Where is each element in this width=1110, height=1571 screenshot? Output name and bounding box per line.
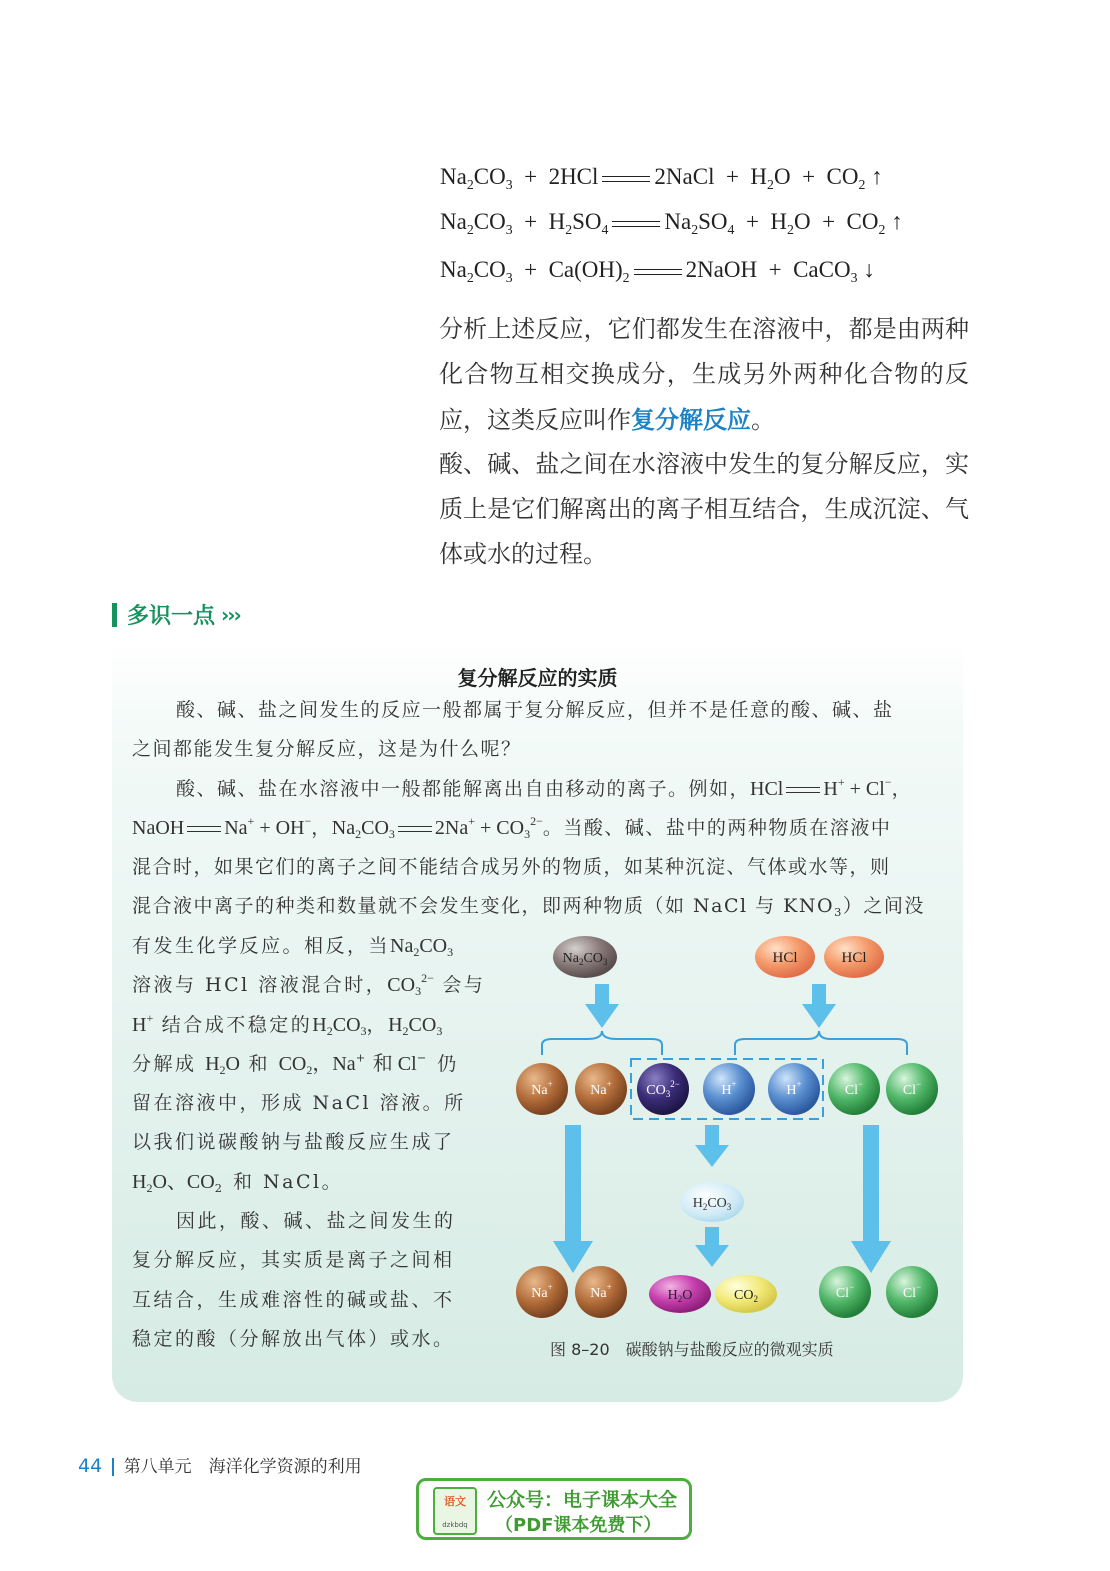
- figure-caption: 图 8–20 碳酸钠与盐酸反应的微观实质: [550, 1340, 834, 1359]
- box-line: 因此，酸、碱、盐之间发生的: [176, 1210, 456, 1233]
- paragraph-end: 。: [751, 406, 775, 434]
- badge-text: 语文: [444, 1495, 466, 1508]
- section-title: 多识一点: [127, 604, 216, 629]
- box-line-text: 混合液中离子的种类和数量就不会发生变化，即两种物质（如 NaCl 与 KNO: [132, 895, 835, 918]
- precipitate-arrow: ↓: [857, 257, 875, 282]
- box-line: 酸、碱、盐之间发生的反应一般都属于复分解反应，但并不是任意的酸、碱、盐: [176, 699, 894, 721]
- box-line: 酸、碱、盐在水溶液中一般都能解离出自由移动的离子。例如，HCl H+ + Cl−，: [176, 774, 913, 800]
- svg-text:H2O: $H_2O$: [667, 1288, 693, 1304]
- paragraph-text: 分析上述反应，它们都发生在溶液中，都是由两种化合物互相交换成分，生成另外两种化合物的反应，这类反应叫作: [439, 315, 969, 434]
- page-number: 44: [78, 1455, 103, 1477]
- svg-text:Na+: Na+: [590, 1079, 612, 1098]
- box-line: H+ 结合成不稳定的$H_2CO_3$，$H_2CO_3$: [132, 1010, 443, 1038]
- box-left-text: [132, 927, 486, 1359]
- svg-text:HCl: HCl: [772, 950, 798, 966]
- box-title: 复分解反应的实质: [457, 666, 618, 690]
- paragraph-definition: [389, 307, 969, 443]
- svg-text:CO32−: $CO_3^{2-}$: [646, 1079, 680, 1099]
- box-line-text: 。当酸、碱、盐中的两种物质在溶液中: [542, 816, 892, 839]
- box-line: 复分解反应，其实质是离子之间相: [132, 1249, 455, 1272]
- equation-3: $Na_2CO_3 + Ca(OH)_2$ 2NaOH + CaCO$_3$ ↓: [440, 257, 875, 285]
- watermark-line-1: 公众号：电子课本大全: [487, 1489, 678, 1511]
- term-highlight: 复分解反应: [631, 405, 751, 434]
- reaction-diagram: [507, 927, 957, 1367]
- svg-text:Cl−: Cl−: [835, 1282, 855, 1301]
- svg-text:Na+: Na+: [531, 1079, 553, 1098]
- svg-text:CO2: $CO_2$: [734, 1288, 758, 1304]
- svg-text:Na2CO3: $Na_2CO_3$: [562, 951, 608, 967]
- svg-text:Cl−: Cl−: [902, 1079, 922, 1098]
- box-line: 稳定的酸（分解放出气体）或水。: [132, 1327, 455, 1350]
- box-line: 溶液与 HCl 溶液混合时，$CO_3^{2-}$ 会与: [132, 971, 486, 999]
- watermark-line-2: （PDF课本免费下）: [495, 1515, 662, 1536]
- box-line: 留在溶液中，形成 NaCl 溶液。所: [132, 1092, 466, 1115]
- box-line: 分解成 $H_2O$ 和 $CO_2$，Na+ 和 Cl− 仍: [132, 1050, 459, 1078]
- paragraph-essence: 酸、碱、盐之间在水溶液中发生的复分解反应，实质上是它们解离出的离子相互结合，生成沉淀、气体或水的过程。: [439, 450, 969, 568]
- box-line: 混合液中离子的种类和数量就不会发生变化，即两种物质（如 NaCl 与 $KNO_3$）之间没: [132, 895, 925, 920]
- gas-arrow: ↑: [885, 209, 903, 234]
- arrow-down-icon: [585, 984, 836, 1028]
- box-text: [132, 691, 944, 927]
- svg-text:H+: H+: [721, 1079, 737, 1098]
- knowledge-box: [112, 642, 963, 1402]
- equation-2: $Na_2CO_3 + H_2SO_4$ $Na_2SO_4 + H_2O + CO_2$ ↑: [440, 209, 903, 237]
- box-line-text: ）之间没: [842, 895, 925, 918]
- box-line: 以我们说碳酸钠与盐酸反应生成了: [132, 1131, 455, 1154]
- svg-text:H2CO3: $H_2CO_3$: [692, 1196, 732, 1212]
- svg-text:Na+: Na+: [590, 1282, 612, 1301]
- equation-1: $Na_2CO_3 + 2HCl$ 2NaCl + $H_2O + CO_2$ ↑: [440, 164, 883, 192]
- svg-text:Na+: Na+: [531, 1282, 553, 1301]
- watermark-banner: [416, 1478, 692, 1540]
- chevron-right-icon: ›››: [221, 602, 240, 627]
- book-logo-icon: [433, 1487, 477, 1535]
- box-line: $H_2O$、$CO_2$ 和 NaCl。: [132, 1170, 344, 1195]
- svg-text:HCl: HCl: [841, 950, 867, 966]
- footer-divider: [112, 1458, 114, 1476]
- badge-subtext: dzkbdq: [442, 1521, 468, 1529]
- section-bar: [112, 603, 117, 627]
- section-heading: [112, 599, 240, 630]
- gas-arrow: ↑: [865, 164, 883, 189]
- svg-text:Cl−: Cl−: [844, 1079, 864, 1098]
- brace-left: [542, 1031, 662, 1055]
- box-line-text: 酸、碱、盐在水溶液中一般都能解离出自由移动的离子。例如，: [176, 777, 751, 800]
- unit-title: 第八单元 海洋化学资源的利用: [123, 1457, 362, 1477]
- page-footer: [78, 1452, 362, 1477]
- box-line: 有发生化学反应。相反，当$Na_2CO_3$: [132, 935, 454, 960]
- box-line: NaOH Na+ + OH−，$Na_2CO_3$ $2Na^+ + CO_3^{2-}$。当酸、碱、盐中的两种物质在溶液中: [132, 813, 892, 842]
- svg-text:Cl−: Cl−: [902, 1282, 922, 1301]
- box-line: 之间都能发生复分解反应，这是为什么呢？: [132, 738, 522, 761]
- box-line: 混合时，如果它们的离子之间不能结合成另外的物质，如某种沉淀、气体或水等，则: [132, 856, 891, 879]
- svg-text:H+: H+: [786, 1079, 802, 1098]
- brace-right: [735, 1031, 907, 1055]
- box-line: 互结合，生成难溶性的碱或盐、不: [132, 1288, 455, 1311]
